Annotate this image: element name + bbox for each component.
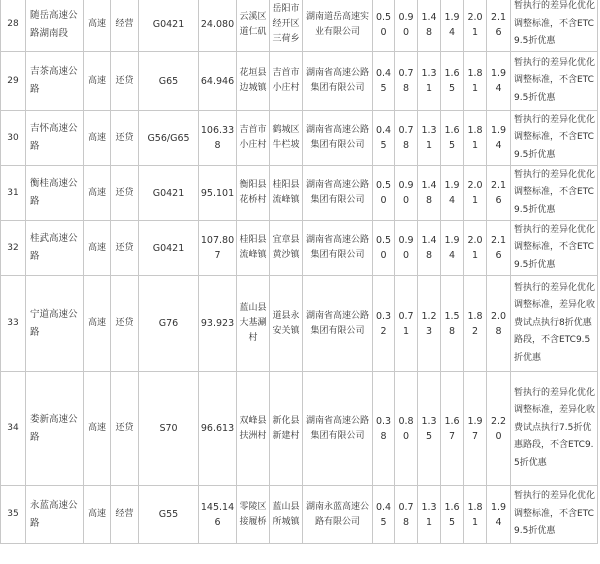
row-number-cell: 32 <box>1 221 26 276</box>
route-code-cell: G0421 <box>139 0 199 52</box>
rate-class-1-cell: 0.38 <box>373 372 395 486</box>
remark-cell: 暂执行的差异化优化调整标准，差异化收费试点执行7.5折优惠路段，不含ETC9.5折优惠 <box>511 372 598 486</box>
toll-mode-cell: 还贷 <box>111 166 139 221</box>
table-row <box>1 111 598 166</box>
table-row <box>1 486 598 544</box>
route-code-cell: G76 <box>139 276 199 372</box>
rate-class-3-cell: 1.48 <box>418 221 441 276</box>
rate-class-5-cell: 2.01 <box>464 221 487 276</box>
toll-mode-cell: 经营 <box>111 486 139 544</box>
route-code-cell: G0421 <box>139 221 199 276</box>
table-row <box>1 221 598 276</box>
rate-class-1-cell: 0.50 <box>373 221 395 276</box>
table-row <box>1 276 598 372</box>
rate-class-1-cell: 0.45 <box>373 111 395 166</box>
route-code-cell: G55 <box>139 486 199 544</box>
row-number-cell: 33 <box>1 276 26 372</box>
row-number-cell: 31 <box>1 166 26 221</box>
start-point-cell: 衡阳县花桥村 <box>237 166 270 221</box>
road-name-cell: 衡桂高速公路 <box>26 166 84 221</box>
toll-mode-cell: 还贷 <box>111 372 139 486</box>
row-number-cell: 28 <box>1 0 26 52</box>
rate-class-3-cell: 1.48 <box>418 166 441 221</box>
rate-class-3-cell: 1.31 <box>418 111 441 166</box>
rate-class-5-cell: 1.97 <box>464 372 487 486</box>
toll-mode-cell: 还贷 <box>111 221 139 276</box>
operator-company-cell: 湖南省高速公路集团有限公司 <box>303 276 373 372</box>
rate-class-2-cell: 0.78 <box>395 486 418 544</box>
remark-cell: 暂执行的差异化优化调整标准，不含ETC9.5折优惠 <box>511 221 598 276</box>
toll-mode-cell: 还贷 <box>111 276 139 372</box>
rate-class-2-cell: 0.80 <box>395 372 418 486</box>
operator-company-cell: 湖南省高速公路集团有限公司 <box>303 166 373 221</box>
end-point-cell: 桂阳县流峰镇 <box>270 166 303 221</box>
rate-class-5-cell: 1.81 <box>464 111 487 166</box>
road-name-cell: 桂武高速公路 <box>26 221 84 276</box>
rate-class-6-cell: 2.08 <box>487 276 511 372</box>
end-point-cell: 岳阳市经开区三荷乡 <box>270 0 303 52</box>
table-row <box>1 52 598 111</box>
road-type-cell: 高速 <box>84 372 111 486</box>
rate-class-5-cell: 1.81 <box>464 52 487 111</box>
rate-class-6-cell: 1.94 <box>487 486 511 544</box>
road-type-cell: 高速 <box>84 486 111 544</box>
end-point-cell: 鹤城区牛栏坡 <box>270 111 303 166</box>
rate-class-5-cell: 1.82 <box>464 276 487 372</box>
road-name-cell: 娄新高速公路 <box>26 372 84 486</box>
rate-class-1-cell: 0.50 <box>373 0 395 52</box>
rate-class-3-cell: 1.23 <box>418 276 441 372</box>
rate-class-1-cell: 0.32 <box>373 276 395 372</box>
road-type-cell: 高速 <box>84 0 111 52</box>
rate-class-2-cell: 0.78 <box>395 52 418 111</box>
road-name-cell: 宁道高速公路 <box>26 276 84 372</box>
operator-company-cell: 湖南省高速公路集团有限公司 <box>303 221 373 276</box>
rate-class-3-cell: 1.35 <box>418 372 441 486</box>
length-km-cell: 145.146 <box>199 486 237 544</box>
remark-cell: 暂执行的差异化优化调整标准，不含ETC9.5折优惠 <box>511 486 598 544</box>
end-point-cell: 蓝山县所城镇 <box>270 486 303 544</box>
table-row <box>1 0 598 52</box>
table-row <box>1 166 598 221</box>
rate-class-2-cell: 0.90 <box>395 0 418 52</box>
route-code-cell: S70 <box>139 372 199 486</box>
rate-class-6-cell: 1.94 <box>487 111 511 166</box>
remark-cell: 暂执行的差异化优化调整标准，不含ETC9.5折优惠 <box>511 0 598 52</box>
start-point-cell: 花垣县边城镇 <box>237 52 270 111</box>
route-code-cell: G56/G65 <box>139 111 199 166</box>
length-km-cell: 107.807 <box>199 221 237 276</box>
rate-class-5-cell: 1.81 <box>464 486 487 544</box>
rate-class-3-cell: 1.31 <box>418 486 441 544</box>
table-body <box>1 0 598 544</box>
toll-mode-cell: 还贷 <box>111 52 139 111</box>
row-number-cell: 29 <box>1 52 26 111</box>
rate-class-6-cell: 2.16 <box>487 0 511 52</box>
road-name-cell: 永蓝高速公路 <box>26 486 84 544</box>
rate-class-6-cell: 1.94 <box>487 52 511 111</box>
operator-company-cell: 湖南永蓝高速公路有限公司 <box>303 486 373 544</box>
length-km-cell: 93.923 <box>199 276 237 372</box>
remark-cell: 暂执行的差异化优化调整标准，不含ETC9.5折优惠 <box>511 111 598 166</box>
start-point-cell: 零陵区接履桥 <box>237 486 270 544</box>
start-point-cell: 吉首市小庄村 <box>237 111 270 166</box>
road-type-cell: 高速 <box>84 276 111 372</box>
operator-company-cell: 湖南省高速公路集团有限公司 <box>303 372 373 486</box>
length-km-cell: 64.946 <box>199 52 237 111</box>
rate-class-4-cell: 1.94 <box>441 166 464 221</box>
length-km-cell: 106.338 <box>199 111 237 166</box>
rate-class-2-cell: 0.90 <box>395 166 418 221</box>
rate-class-5-cell: 2.01 <box>464 0 487 52</box>
length-km-cell: 96.613 <box>199 372 237 486</box>
rate-class-4-cell: 1.67 <box>441 372 464 486</box>
length-km-cell: 24.080 <box>199 0 237 52</box>
rate-class-3-cell: 1.31 <box>418 52 441 111</box>
table-row <box>1 372 598 486</box>
start-point-cell: 云溪区道仁矶 <box>237 0 270 52</box>
rate-class-4-cell: 1.94 <box>441 0 464 52</box>
route-code-cell: G65 <box>139 52 199 111</box>
end-point-cell: 宜章县黄沙镇 <box>270 221 303 276</box>
road-type-cell: 高速 <box>84 52 111 111</box>
road-type-cell: 高速 <box>84 166 111 221</box>
rate-class-1-cell: 0.45 <box>373 486 395 544</box>
end-point-cell: 吉首市小庄村 <box>270 52 303 111</box>
rate-class-6-cell: 2.20 <box>487 372 511 486</box>
operator-company-cell: 湖南省高速公路集团有限公司 <box>303 111 373 166</box>
road-name-cell: 吉怀高速公路 <box>26 111 84 166</box>
rate-class-1-cell: 0.50 <box>373 166 395 221</box>
road-name-cell: 随岳高速公路湖南段 <box>26 0 84 52</box>
remark-cell: 暂执行的差异化优化调整标准，差异化收费试点执行8折优惠路段，不含ETC9.5折优惠 <box>511 276 598 372</box>
remark-cell: 暂执行的差异化优化调整标准，不含ETC9.5折优惠 <box>511 52 598 111</box>
rate-class-2-cell: 0.71 <box>395 276 418 372</box>
rate-class-6-cell: 2.16 <box>487 221 511 276</box>
rate-class-4-cell: 1.94 <box>441 221 464 276</box>
rate-class-2-cell: 0.90 <box>395 221 418 276</box>
start-point-cell: 蓝山县大基涮村 <box>237 276 270 372</box>
length-km-cell: 95.101 <box>199 166 237 221</box>
row-number-cell: 30 <box>1 111 26 166</box>
start-point-cell: 桂阳县流峰镇 <box>237 221 270 276</box>
row-number-cell: 35 <box>1 486 26 544</box>
rate-class-4-cell: 1.65 <box>441 486 464 544</box>
end-point-cell: 新化县新建村 <box>270 372 303 486</box>
end-point-cell: 道县永安关镇 <box>270 276 303 372</box>
rate-class-5-cell: 2.01 <box>464 166 487 221</box>
operator-company-cell: 湖南省高速公路集团有限公司 <box>303 52 373 111</box>
row-number-cell: 34 <box>1 372 26 486</box>
operator-company-cell: 湖南道岳高速实业有限公司 <box>303 0 373 52</box>
toll-mode-cell: 还贷 <box>111 111 139 166</box>
rate-class-3-cell: 1.48 <box>418 0 441 52</box>
road-name-cell: 吉茶高速公路 <box>26 52 84 111</box>
road-type-cell: 高速 <box>84 111 111 166</box>
rate-class-2-cell: 0.78 <box>395 111 418 166</box>
rate-class-1-cell: 0.45 <box>373 52 395 111</box>
start-point-cell: 双峰县扶洲村 <box>237 372 270 486</box>
rate-class-4-cell: 1.58 <box>441 276 464 372</box>
remark-cell: 暂执行的差异化优化调整标准，不含ETC9.5折优惠 <box>511 166 598 221</box>
route-code-cell: G0421 <box>139 166 199 221</box>
toll-mode-cell: 经营 <box>111 0 139 52</box>
rate-class-6-cell: 2.16 <box>487 166 511 221</box>
road-type-cell: 高速 <box>84 221 111 276</box>
rate-class-4-cell: 1.65 <box>441 52 464 111</box>
rate-class-4-cell: 1.65 <box>441 111 464 166</box>
